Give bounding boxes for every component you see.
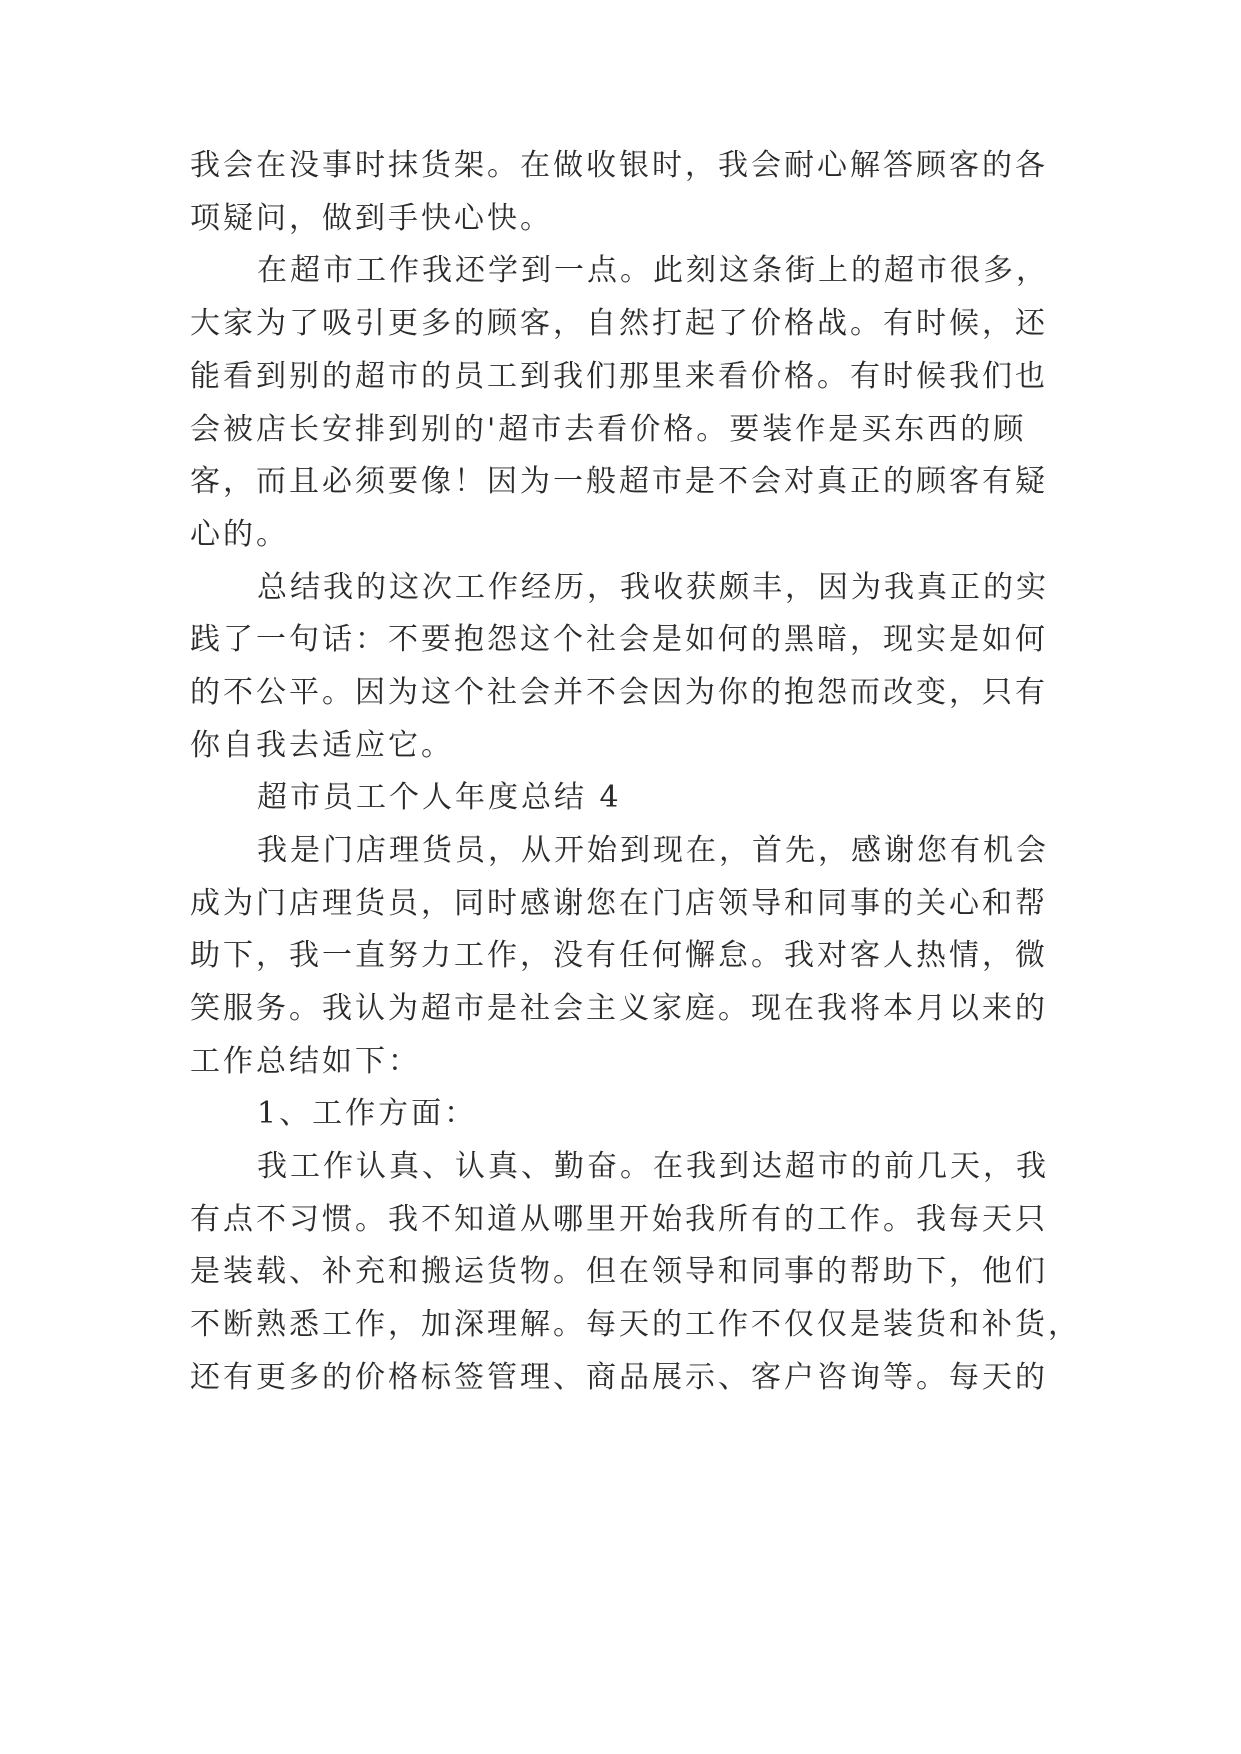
paragraph-start: 在超市工作我还学到一点。此刻这条街上的超市很多， [257, 253, 1049, 288]
text-line: 是装载、补充和搬运货物。但在领导和同事的帮助下，他们 [190, 1254, 1048, 1289]
section-heading: 超市员工个人年度总结 4 [257, 780, 622, 815]
text-line: 践了一句话：不要抱怨这个社会是如何的黑暗，现实是如何 [190, 622, 1048, 657]
paragraph-start: 总结我的这次工作经历，我收获颇丰，因为我真正的实 [257, 570, 1049, 605]
text-line: 助下，我一直努力工作，没有任何懈怠。我对客人热情，微 [190, 938, 1048, 973]
text-line: 的不公平。因为这个社会并不会因为你的抱怨而改变，只有 [190, 675, 1048, 710]
text-line: 能看到别的超市的员工到我们那里来看价格。有时候我们也 [190, 359, 1048, 394]
text-line: 心的。 [190, 517, 289, 552]
text-line: 还有更多的价格标签管理、商品展示、客户咨询等。每天的 [190, 1360, 1048, 1395]
paragraph-start: 我工作认真、认真、勤奋。在我到达超市的前几天，我 [257, 1149, 1049, 1184]
text-line: 项疑问，做到手快心快。 [190, 201, 553, 236]
text-line: 工作总结如下： [190, 1044, 421, 1079]
text-line: 客，而且必须要像！因为一般超市是不会对真正的顾客有疑 [190, 464, 1048, 499]
paragraph-start: 我是门店理货员，从开始到现在，首先，感谢您有机会 [257, 833, 1049, 868]
text-line: 大家为了吸引更多的顾客，自然打起了价格战。有时候，还 [190, 306, 1048, 341]
subheading: 1、工作方面： [257, 1096, 478, 1131]
text-line: 我会在没事时抹货架。在做收银时，我会耐心解答顾客的各 [190, 148, 1048, 183]
text-line: 笑服务。我认为超市是社会主义家庭。现在我将本月以来的 [190, 991, 1048, 1026]
text-line: 不断熟悉工作，加深理解。每天的工作不仅仅是装货和补货， [190, 1307, 1081, 1342]
text-line: 会被店长安排到别的'超市去看价格。要装作是买东西的顾 [190, 412, 1027, 447]
text-line: 你自我去适应它。 [190, 728, 454, 763]
text-line: 有点不习惯。我不知道从哪里开始我所有的工作。我每天只 [190, 1202, 1048, 1237]
text-line: 成为门店理货员，同时感谢您在门店领导和同事的关心和帮 [190, 886, 1048, 921]
